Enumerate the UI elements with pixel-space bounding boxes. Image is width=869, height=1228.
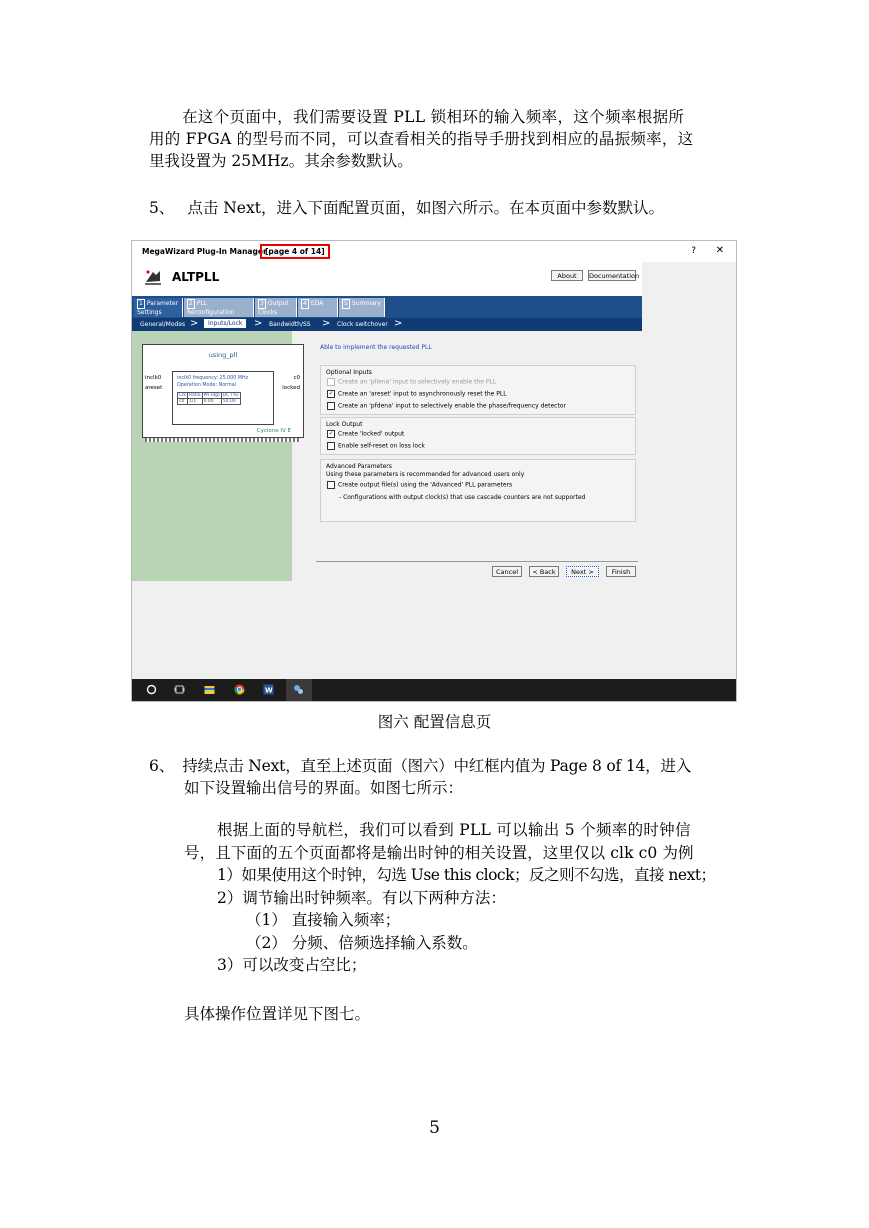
advanced-note: Using these parameters is recommended for advanced users only [326,471,525,478]
finish-button[interactable]: Finish [606,566,636,577]
subtab-inputs-lock[interactable]: Inputs/Lock [204,319,246,328]
figure-caption: 图六 配置信息页 [377,713,492,731]
tab-summary[interactable]: 5 Summary [339,298,385,317]
window-titlebar [132,241,736,262]
lock-output-group [320,417,636,455]
text-line: 根据上面的导航栏，我们可以看到 PLL 可以输出 5 个频率的时钟信 [217,821,691,839]
self-reset-checkbox[interactable]: Enable self-reset on loss lock [327,442,425,450]
text-line: 用的 FPGA 的型号而不同，可以查看相关的指导手册找到相应的晶振频率，这 [149,130,694,148]
pin-areset: areset [145,385,163,391]
pin-inclk0: inclk0 [145,375,162,381]
text-line: 在这个页面中，我们需要设置 PLL 锁相环的输入频率，这个频率根据所 [182,108,685,126]
operation-mode: Operation Mode: Normal [177,383,236,388]
documentation-button[interactable]: Documentation [589,272,640,280]
text-line: 号，且下面的五个页面都将是输出时钟的相关设置，这里仅以 clk c0 为例 [184,843,694,862]
pllena-checkbox[interactable]: Create an 'pllena' input to selectively enable the PLL [327,378,496,386]
pin-c0: c0 [293,375,300,381]
tab-eda[interactable]: 4 EDA [298,298,338,317]
step-text: 点击 Next，进入下面配置页面，如图六所示。在本页面中参数默认。 [187,199,664,217]
svg-text:W: W [265,686,273,695]
wizard-tabs [132,296,642,318]
device-family: Cyclone IV E [256,428,291,434]
areset-checkbox[interactable]: ✓ Create an 'areset' input to asynchronously reset the PLL [328,390,507,398]
pin-locked: locked [282,385,300,391]
wizard-header [132,262,642,296]
subtab-general-modes[interactable]: General/Modes [140,321,186,328]
chevron-right-icon: > [394,318,403,329]
tab-pll-reconfiguration[interactable]: 2 PLL Reconfiguration [184,298,254,317]
tab-output-clocks[interactable]: 3 Output Clocks [255,298,297,317]
text-line: （2） 分频、倍频选择输入系数。 [246,933,478,952]
pll-info-box [172,371,274,425]
advanced-params-checkbox[interactable]: Create output file(s) using the 'Advanced' PLL parameters [327,481,512,489]
group-title: Optional Inputs [326,369,372,376]
text-line: 如下设置输出信号的界面。如图七所示： [184,779,464,797]
button-divider [316,561,638,562]
text-line: 2）调节输出时钟频率。有以下两种方法： [217,888,506,907]
pll-block-diagram [142,344,304,438]
tab-parameter-settings[interactable]: 1 Parameter Settings [134,298,183,317]
group-title: Advanced Parameters [326,463,392,470]
text-line: 里我设置为 25MHz。其余参数默认。 [149,152,413,170]
block-hatch [145,438,300,442]
subtab-bandwidth-ss[interactable]: Bandwidth/SS [269,321,311,328]
task-view-icon[interactable] [174,684,185,695]
input-frequency: inclk0 frequency: 25.000 MHz [177,376,249,381]
status-message: Able to implement the requested PLL [320,344,432,351]
cancel-button[interactable]: Cancel [492,566,522,577]
page-number: 5 [429,1118,440,1138]
step-5 [149,197,739,219]
chevron-right-icon: > [254,318,263,329]
app-name: ALTPLL [172,270,220,284]
step-number: 5、 [149,199,175,217]
text-line: （1） 直接输入频率； [246,911,401,929]
closing-paragraph: 具体操作位置详见下图七。 [184,1005,371,1023]
windows-taskbar [132,679,737,701]
intro-paragraph [149,106,739,172]
explanation-paragraph [184,819,744,977]
chevron-right-icon: > [322,318,331,329]
back-button[interactable]: < Back [529,566,559,577]
folder-icon[interactable] [204,684,215,695]
help-button[interactable]: ? [691,246,696,256]
next-button[interactable]: Next > [566,566,599,577]
settings-panel [312,331,732,671]
clock-table: Clk Ratio Ph (dg) DC (%) c0 1/1 0.00 50.00 [179,393,239,404]
pfdena-checkbox[interactable]: Create an 'pfdena' input to selectively enable the phase/frequency detector [327,402,566,410]
altpll-logo-icon [144,269,162,285]
step-text: 持续点击 Next，直至上述页面（图六）中红框内值为 Page 8 of 14，进入 [182,757,692,775]
locked-output-checkbox[interactable]: ✓ Create 'locked' output [328,430,405,438]
wizard-subtabs [132,318,642,331]
window-title: MegaWizard Plug-In Manager [142,247,267,256]
about-button[interactable]: About [551,270,583,281]
text-line: 1）如果使用这个时钟，勾选 Use this clock；反之则不勾选，直接 next； [217,866,716,884]
text-line: 3）可以改变占空比； [217,956,367,974]
wizard-screenshot [131,240,737,702]
close-icon[interactable]: ✕ [715,245,724,256]
step-6 [149,755,739,799]
advanced-parameters-group [320,459,636,522]
optional-inputs-group [320,365,636,415]
chevron-right-icon: > [190,318,199,329]
circle-icon[interactable] [146,684,157,695]
group-title: Lock Output [326,421,363,428]
page-indicator-highlight: [page 4 of 14] [260,244,330,259]
chrome-icon[interactable] [234,684,245,695]
text-line [149,755,739,777]
block-title: using_pll [208,351,238,359]
word-icon[interactable] [263,684,274,695]
app-icon[interactable] [293,684,304,695]
subtab-clock-switchover[interactable]: Clock switchover [337,321,388,328]
advanced-sub-note: - Configurations with output clock(s) that use cascade counters are not supported [339,494,586,501]
step-number: 6、 [149,757,175,775]
